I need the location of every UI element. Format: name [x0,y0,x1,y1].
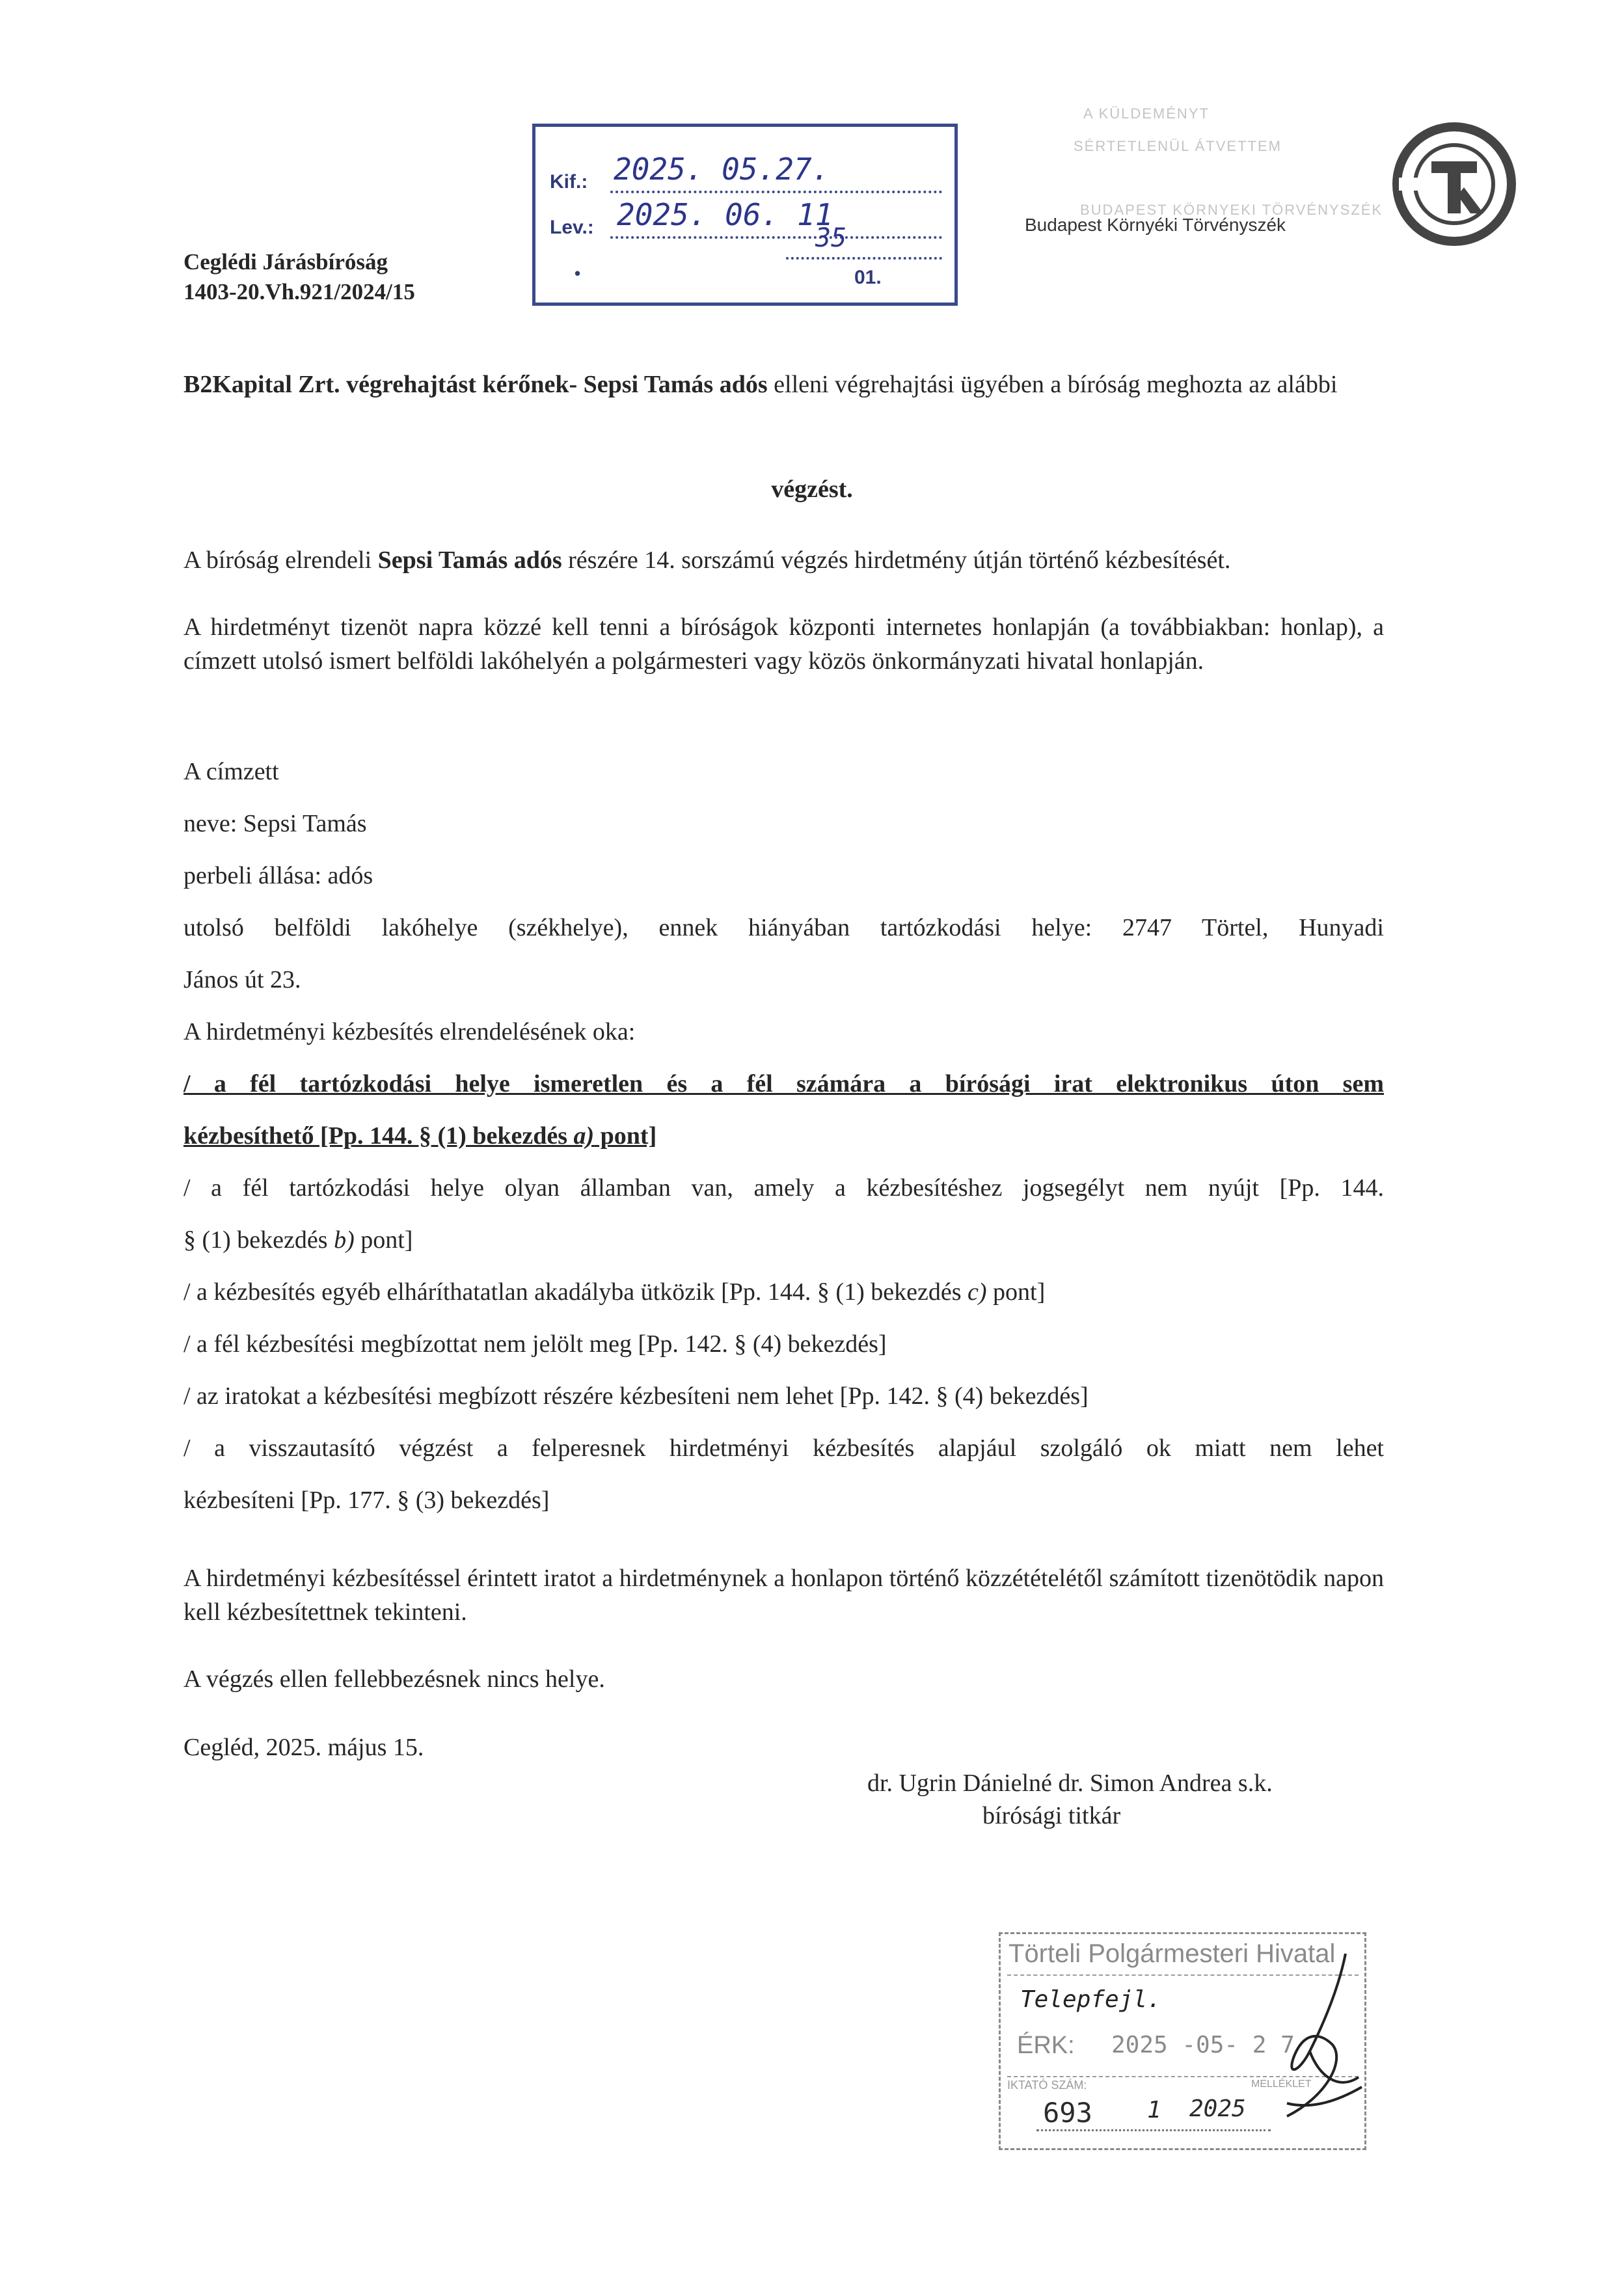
intro-text: elleni végrehajtási ügyében a bíróság meghozta az alábbi [767,371,1338,398]
court-name: Ceglédi Járásbíróság [183,249,388,275]
reason-option-3: / a kézbesítés egyéb elháríthatatlan akadályba ütközik [Pp. 144. § (1) bekezdés c) pont] [183,1278,1046,1306]
decision-title: végzést. [771,476,853,503]
reason-heading: A hirdetményi kézbesítés elrendelésének oka: [183,1018,636,1045]
recipient-heading: A címzett [183,758,279,785]
stamp-initial: 35 [815,223,847,253]
lev-label: Lev.: [550,217,594,238]
reason-option-4: / a fél kézbesítési megbízottat nem jelölt meg [Pp. 142. § (4) bekezdés] [183,1330,887,1358]
intro-parties: B2Kapital Zrt. végrehajtást kérőnek- Sepsi Tamás adós [183,371,768,398]
recipient-name: neve: Sepsi Tamás [183,810,367,837]
receiving-court-name: Budapest Környéki Törvényszék [1025,215,1286,235]
reason-selected-line-2: kézbesíthető [Pp. 144. § (1) bekezdés a) pont] [183,1122,657,1150]
reason-option-6-line-2: kézbesíteni [Pp. 177. § (3) bekezdés] [183,1487,550,1514]
closing-paragraph: A hirdetményi kézbesítéssel érintett iratot a hirdetménynek a honlapon történő közzétételétől számított tizenötödik napon kell kézbesítettnek tekinteni. [183,1565,1384,1626]
faded-receipt-line-2: SÉRTETLENÜL ÁTVETTEM [1074,138,1282,154]
court-header [183,247,415,307]
receipt-iktato-label: IKTATÓ SZÁM: [1007,2079,1087,2092]
debtor-name: Sepsi Tamás adós [377,546,562,574]
receipt-iktato-year: 2025 [1189,2095,1246,2122]
kif-value: 2025. 05.27. [614,152,830,187]
reason-option-2-line-1: / a fél tartózkodási helye olyan államban van, amely a kézbesítéshez jogsegélyt nem nyújt [Pp. 144. [183,1174,1384,1202]
reason-selected-line-1: / a fél tartózkodási helye ismeretlen és a fél számára a bírósági irat elektronikus úton sem [183,1070,1384,1098]
case-number: 1403-20.Vh.921/2024/15 [183,279,415,304]
reason-option-5: / az iratokat a kézbesítési megbízott részére kézbesíteni nem lehet [Pp. 142. § (4) bekezdés] [183,1382,1089,1410]
reason-option-2-line-2: § (1) bekezdés b) pont] [183,1226,413,1254]
intro-paragraph [183,368,1384,401]
receipt-erk-date: 2025 -05- 2 7 [1111,2032,1295,2058]
receipt-erk-label: ÉRK: [1017,2032,1075,2059]
reason-option-6-line-1: / a visszautasító végzést a felperesnek hirdetményi kézbesítés alapjául szolgáló ok miatt nem lehet [183,1435,1384,1462]
signer-title: bírósági titkár [982,1802,1121,1829]
recipient-status: perbeli állása: adós [183,862,373,889]
receipt-office: Törteli Polgármesteri Hivatal [1008,1939,1336,1968]
recipient-address-line-1: utolsó belföldi lakóhelye (székhelye), ennek hiányában tartózkodási helye: 2747 Törtel, Hunyadi [183,914,1384,941]
signature-scribble-icon [1248,1947,1368,2142]
court-logo-icon [1386,116,1522,252]
receipt-stamp [999,1932,1366,2150]
receipt-iktato-separator: 1 [1147,2097,1161,2123]
kif-label: Kif.: [550,171,588,193]
recipient-address-line-2: János út 23. [183,966,301,993]
lev-value: 2025. 06. 11 [617,197,833,232]
filing-stamp: Kif.: 2025. 05.27. Lev.: 2025. 06. 11 • 35 01. [532,124,958,306]
faded-receipt-line-1: A KÜLDEMÉNYT [1083,105,1210,122]
receipt-melleklet-label: MELLÉKLET [1251,2079,1312,2090]
appeal-notice: A végzés ellen fellebbezésnek nincs helye. [183,1665,605,1693]
receipt-handwritten-note: Telepfejl. [1020,1986,1161,2013]
signer-name: dr. Ugrin Dánielné dr. Simon Andrea s.k. [867,1770,1273,1797]
order-paragraph-2: A hirdetményt tizenöt napra közzé kell tenni a bíróságok központi internetes honlapján (a továbbiakban: honlap), a címzett utolsó ismert belföldi lakóhelyén a polgármesteri vagy közös önkormányzati hivatal honlapján. [183,613,1384,675]
place-date: Cegléd, 2025. május 15. [183,1734,424,1761]
receipt-iktato-number: 693 [1043,2097,1092,2129]
faded-receipt-line-3: BUDAPEST KÖRNYEKI TÖRVÉNYSZÉK [1080,202,1383,218]
order-paragraph-1: A bíróság elrendeli Sepsi Tamás adós részére 14. sorszámú végzés hirdetmény útján történő kézbesítését. [183,546,1231,574]
stamp-number-label: 01. [854,267,882,288]
